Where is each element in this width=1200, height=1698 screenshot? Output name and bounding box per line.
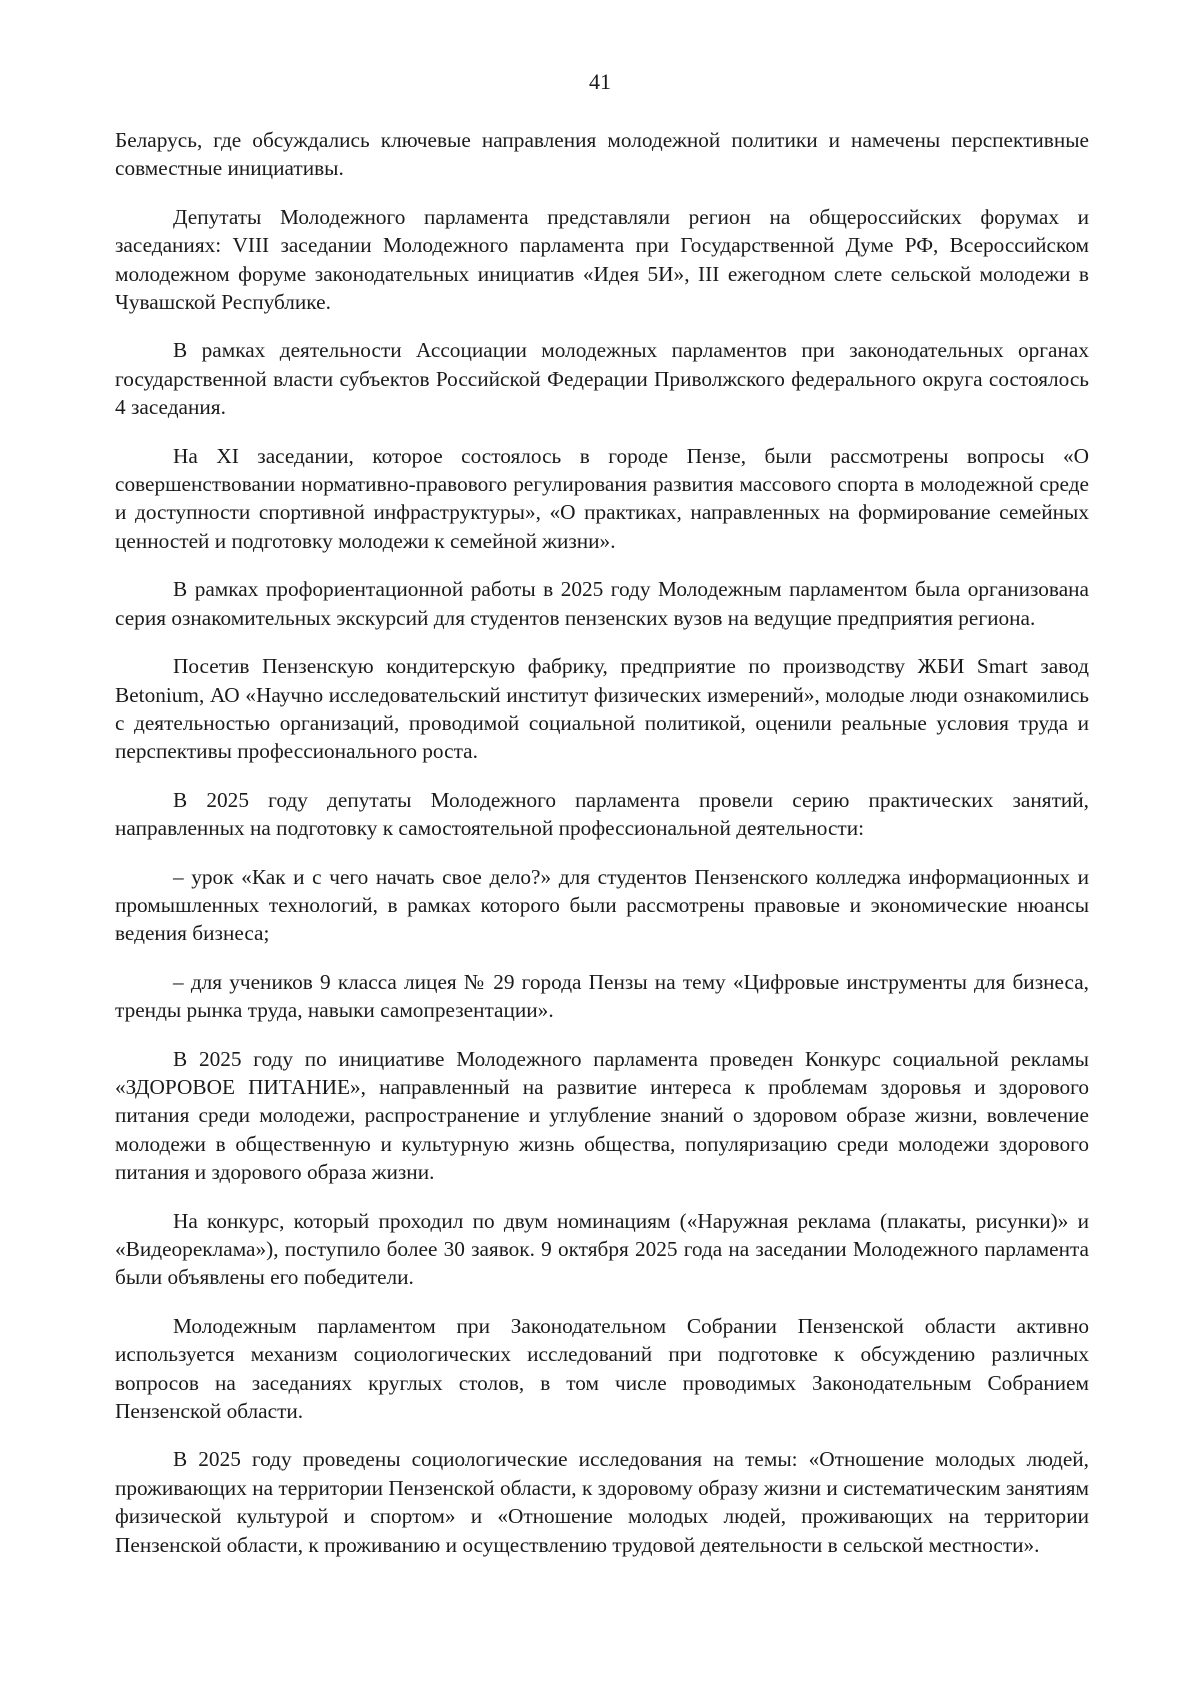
list-item: – для учеников 9 класса лицея № 29 города Пензы на тему «Цифровые инструменты для бизнеса, тренды рынка труда, навыки самопрезентации». (115, 969, 1089, 1023)
paragraph: Беларусь, где обсуждались ключевые направления молодежной политики и намечены перспективные совместные инициативы. (115, 128, 1089, 181)
paragraph: Молодежным парламентом при Законодательном Собрании Пензенской области активно используется механизм социологических исследований при подготовке к обсуждению различных вопросов на заседаниях круглых столов, в том числе проводимых Законодательным Собранием Пензенской области. (115, 1313, 1089, 1424)
paragraph: В 2025 году проведены социологические исследования на темы: «Отношение молодых людей, проживающих на территории Пензенской области, к здоровому образу жизни и систематическим занятиям физической культурой и спортом» и «Отношение молодых людей, проживающих на территории Пензенской области, к проживанию и осуществлению трудовой деятельности в сельской местности». (115, 1447, 1089, 1557)
paragraph: В 2025 году по инициативе Молодежного парламента проведен Конкурс социальной рекламы «ЗДОРОВОЕ ПИТАНИЕ», направленный на развитие интереса к проблемам здоровья и здорового питания среди молодежи, распространение и углубление знаний о здоровом образе жизни, вовлечение молодежи в общественную и культурную жизнь общества, популяризацию среди молодежи здорового питания и здорового образа жизни. (115, 1046, 1089, 1185)
paragraph: На конкурс, который проходил по двум номинациям («Наружная реклама (плакаты, рисунки)» и «Видеореклама»), поступило более 30 заявок. 9 октября 2025 года на заседании Молодежного парламента были объявлены его победители. (115, 1208, 1089, 1290)
paragraph: На XI заседании, которое состоялось в городе Пензе, были рассмотрены вопросы «О совершенствовании нормативно-правового регулирования развития массового спорта в молодежной среде и доступности спортивной инфраструктуры», «О практиках, направленных на формирование семейных ценностей и подготовку молодежи к семейной жизни». (115, 443, 1089, 553)
list-item: – урок «Как и с чего начать свое дело?» для студентов Пензенского колледжа информационных и промышленных технологий, в рамках которого были рассмотрены правовые и экономические нюансы ведения бизнеса; (115, 864, 1089, 946)
paragraph: Депутаты Молодежного парламента представляли регион на общероссийских форумах и заседаниях: VIII заседании Молодежного парламента при Государственной Думе РФ, Всероссийском молодежном форуме законодательных инициатив «Идея 5И», III ежегодном слете сельской молодежи в Чувашской Республике. (115, 204, 1089, 315)
document-body (115, 126, 1089, 1579)
page-number: 41 (589, 69, 611, 94)
paragraph: В 2025 году депутаты Молодежного парламента провели серию практических занятий, направленных на подготовку к самостоятельной профессиональной деятельности: (115, 787, 1089, 841)
paragraph: В рамках деятельности Ассоциации молодежных парламентов при законодательных органах государственной власти субъектов Российской Федерации Приволжского федерального округа состоялось 4 заседания. (115, 338, 1089, 420)
paragraph: В рамках профориентационной работы в 2025 году Молодежным парламентом была организована серия ознакомительных экскурсий для студентов пензенских вузов на ведущие предприятия региона. (115, 577, 1089, 630)
paragraph: Посетив Пензенскую кондитерскую фабрику, предприятие по производству ЖБИ Smart завод Betonium, АО «Научно исследовательский институт физических измерений», молодые люди ознакомились с деятельностью организаций, проводимой социальной политикой, оценили реальные условия труда и перспективы профессионального роста. (115, 654, 1089, 764)
